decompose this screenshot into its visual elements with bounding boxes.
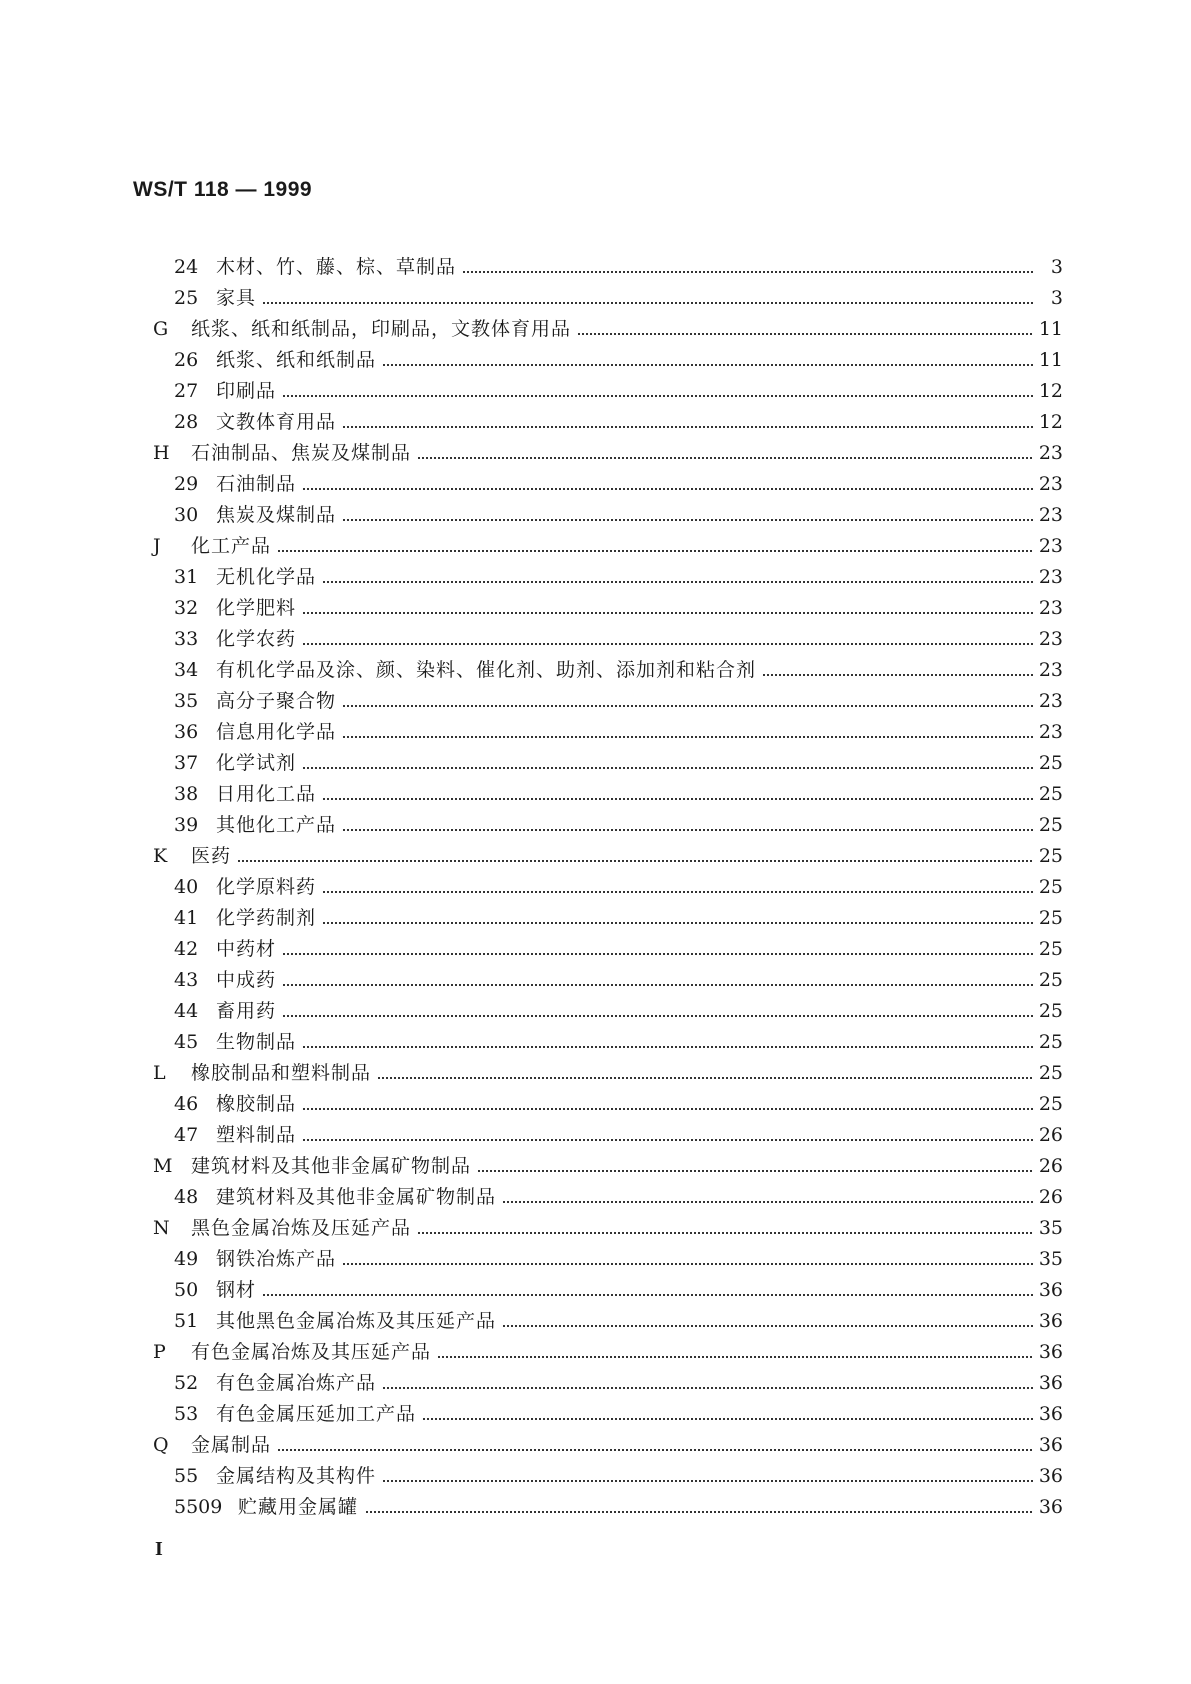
toc-entry[interactable] <box>0 469 1191 500</box>
toc-entry-title: 畜用药 <box>216 996 282 1027</box>
toc-entry[interactable] <box>0 1244 1191 1275</box>
toc-entry-page: 12 <box>1033 376 1063 407</box>
toc-entry-title: 钢铁冶炼产品 <box>216 1244 342 1275</box>
toc-entry-title: 橡胶制品和塑料制品 <box>191 1058 377 1089</box>
toc-entry-page: 36 <box>1033 1399 1063 1430</box>
toc-entry[interactable] <box>0 717 1191 748</box>
toc-entry-page: 25 <box>1033 965 1063 996</box>
dot-leader <box>216 767 1056 769</box>
toc-entry-page: 23 <box>1033 624 1063 655</box>
toc-entry-page: 36 <box>1033 1492 1063 1523</box>
dot-leader <box>216 612 1056 614</box>
page-number: I <box>155 1538 163 1560</box>
toc-entry-title: 金属制品 <box>191 1430 277 1461</box>
toc-entry-code: 52 <box>174 1372 199 1394</box>
dot-leader <box>216 1139 1056 1141</box>
toc-section-entry[interactable] <box>0 531 1191 562</box>
toc-entry-title: 塑料制品 <box>216 1120 302 1151</box>
toc-entry-page: 23 <box>1033 469 1063 500</box>
toc-entry-title: 高分子聚合物 <box>216 686 342 717</box>
dot-leader <box>216 891 1056 893</box>
toc-entry-title: 钢材 <box>216 1275 262 1306</box>
toc-entry-code: 43 <box>174 969 199 991</box>
toc-entry-code: 29 <box>174 473 199 495</box>
toc-entry-page: 25 <box>1033 810 1063 841</box>
toc-entry-title: 生物制品 <box>216 1027 302 1058</box>
dot-leader <box>216 643 1056 645</box>
toc-entry[interactable] <box>0 1027 1191 1058</box>
dot-leader <box>216 395 1056 397</box>
toc-entry-code: 45 <box>174 1031 199 1053</box>
toc-entry[interactable] <box>0 1306 1191 1337</box>
toc-entry-code: 50 <box>174 1279 199 1301</box>
toc-entry-code: 32 <box>174 597 199 619</box>
toc-entry-page: 36 <box>1033 1368 1063 1399</box>
toc-entry-page: 25 <box>1033 1089 1063 1120</box>
toc-entry-title: 有色金属压延加工产品 <box>216 1399 422 1430</box>
toc-entry-code: 27 <box>174 380 199 402</box>
toc-entry-title: 化学肥料 <box>216 593 302 624</box>
toc-entry[interactable] <box>0 1368 1191 1399</box>
toc-entry-code: 49 <box>174 1248 199 1270</box>
toc-section-entry[interactable] <box>0 438 1191 469</box>
toc-entry-page: 23 <box>1033 562 1063 593</box>
toc-entry-title: 橡胶制品 <box>216 1089 302 1120</box>
toc-entry-title: 中成药 <box>216 965 282 996</box>
toc-entry[interactable] <box>0 624 1191 655</box>
toc-entry-page: 11 <box>1033 314 1063 345</box>
toc-entry-title: 化学农药 <box>216 624 302 655</box>
toc-entry-title: 无机化学品 <box>216 562 322 593</box>
toc-section-entry[interactable] <box>0 1058 1191 1089</box>
toc-entry-title: 贮藏用金属罐 <box>238 1492 364 1523</box>
toc-entry-title: 医药 <box>191 841 237 872</box>
toc-entry-code: 44 <box>174 1000 199 1022</box>
toc-section-entry[interactable] <box>0 1151 1191 1182</box>
toc-entry-page: 35 <box>1033 1213 1063 1244</box>
toc-section-entry[interactable] <box>0 314 1191 345</box>
toc-entry-title: 日用化工品 <box>216 779 322 810</box>
toc-entry-title: 焦炭及煤制品 <box>216 500 342 531</box>
toc-entry-page: 23 <box>1033 686 1063 717</box>
toc-entry-code: Q <box>153 1434 169 1456</box>
toc-entry-title: 石油制品 <box>216 469 302 500</box>
toc-entry[interactable] <box>0 1275 1191 1306</box>
toc-entry-code: 40 <box>174 876 199 898</box>
toc-entry-page: 3 <box>1033 252 1063 283</box>
toc-entry-code: M <box>153 1155 173 1177</box>
toc-entry-title: 金属结构及其构件 <box>216 1461 382 1492</box>
toc-entry-code: 26 <box>174 349 199 371</box>
toc-entry-code: 39 <box>174 814 199 836</box>
toc-entry-code: P <box>153 1341 166 1363</box>
toc-entry[interactable] <box>0 345 1191 376</box>
toc-entry-title: 化学原料药 <box>216 872 322 903</box>
toc-entry-title: 有色金属冶炼及其压延产品 <box>191 1337 437 1368</box>
toc-entry-title: 有机化学品及涂、颜、染料、催化剂、助剂、添加剂和粘合剂 <box>216 655 762 686</box>
toc-entry-page: 36 <box>1033 1430 1063 1461</box>
toc-entry-page: 25 <box>1033 996 1063 1027</box>
toc-entry[interactable] <box>0 996 1191 1027</box>
toc-entry-code: 24 <box>174 256 199 278</box>
dot-leader <box>216 953 1056 955</box>
toc-entry-code: 47 <box>174 1124 199 1146</box>
toc-entry-title: 建筑材料及其他非金属矿物制品 <box>191 1151 477 1182</box>
dot-leader <box>191 1449 1056 1451</box>
toc-entry[interactable] <box>0 1399 1191 1430</box>
toc-entry[interactable] <box>0 283 1191 314</box>
toc-entry-title: 石油制品、焦炭及煤制品 <box>191 438 417 469</box>
toc-entry[interactable] <box>0 655 1191 686</box>
toc-entry[interactable] <box>0 593 1191 624</box>
toc-entry-page: 25 <box>1033 1027 1063 1058</box>
toc-entry-code: G <box>153 318 169 340</box>
toc-entry-page: 23 <box>1033 593 1063 624</box>
toc-entry-title: 其他黑色金属冶炼及其压延产品 <box>216 1306 502 1337</box>
toc-entry-page: 12 <box>1033 407 1063 438</box>
toc-entry-title: 印刷品 <box>216 376 282 407</box>
toc-entry-code: 34 <box>174 659 199 681</box>
dot-leader <box>216 798 1056 800</box>
toc-entry-code: 48 <box>174 1186 199 1208</box>
toc-entry-page: 35 <box>1033 1244 1063 1275</box>
toc-entry-code: 42 <box>174 938 199 960</box>
toc-entry-title: 木材、竹、藤、棕、草制品 <box>216 252 462 283</box>
toc-entry-code: N <box>153 1217 170 1239</box>
toc-entry[interactable] <box>0 903 1191 934</box>
toc-entry-title: 纸浆、纸和纸制品，印刷品，文教体育用品 <box>191 314 577 345</box>
toc-entry[interactable] <box>0 1120 1191 1151</box>
dot-leader <box>216 302 1056 304</box>
toc-entry-title: 化工产品 <box>191 531 277 562</box>
toc-entry-code: 46 <box>174 1093 199 1115</box>
dot-leader <box>216 1015 1056 1017</box>
toc-entry-title: 其他化工产品 <box>216 810 342 841</box>
toc-entry-code: 28 <box>174 411 199 433</box>
toc-entry[interactable] <box>0 872 1191 903</box>
toc-entry-code: K <box>153 845 168 867</box>
toc-entry-page: 25 <box>1033 779 1063 810</box>
toc-entry-code: 53 <box>174 1403 199 1425</box>
toc-entry-code: 36 <box>174 721 199 743</box>
standard-code-header: WS/T 118 — 1999 <box>133 178 313 201</box>
toc-entry[interactable] <box>0 252 1191 283</box>
toc-entry[interactable] <box>0 562 1191 593</box>
toc-entry-code: 30 <box>174 504 199 526</box>
toc-entry-code: H <box>153 442 170 464</box>
toc-entry-code: L <box>153 1062 166 1084</box>
toc-entry-title: 有色金属冶炼产品 <box>216 1368 382 1399</box>
toc-entry[interactable] <box>0 1182 1191 1213</box>
toc-entry-code: 31 <box>174 566 199 588</box>
dot-leader <box>216 984 1056 986</box>
toc-entry-page: 25 <box>1033 903 1063 934</box>
toc-entry-title: 化学试剂 <box>216 748 302 779</box>
toc-entry-page: 26 <box>1033 1120 1063 1151</box>
toc-entry[interactable] <box>0 1089 1191 1120</box>
toc-entry-page: 3 <box>1033 283 1063 314</box>
toc-section-entry[interactable] <box>0 841 1191 872</box>
toc-entry-page: 11 <box>1033 345 1063 376</box>
toc-entry-code: 55 <box>174 1465 199 1487</box>
dot-leader <box>216 581 1056 583</box>
toc-entry-code: J <box>153 535 161 557</box>
toc-entry-page: 25 <box>1033 1058 1063 1089</box>
toc-entry-title: 黑色金属冶炼及压延产品 <box>191 1213 417 1244</box>
toc-entry-page: 23 <box>1033 438 1063 469</box>
toc-entry[interactable] <box>0 1492 1191 1523</box>
toc-entry-page: 25 <box>1033 934 1063 965</box>
toc-section-entry[interactable] <box>0 1337 1191 1368</box>
dot-leader <box>216 1108 1056 1110</box>
toc-entry-code: 35 <box>174 690 199 712</box>
toc-entry[interactable] <box>0 810 1191 841</box>
toc-entry-page: 26 <box>1033 1151 1063 1182</box>
dot-leader <box>191 550 1056 552</box>
dot-leader <box>216 1294 1056 1296</box>
toc-entry-title: 文教体育用品 <box>216 407 342 438</box>
toc-entry-code: 33 <box>174 628 199 650</box>
toc-entry[interactable] <box>0 934 1191 965</box>
dot-leader <box>216 488 1056 490</box>
toc-entry-page: 25 <box>1033 841 1063 872</box>
dot-leader <box>216 922 1056 924</box>
toc-entry[interactable] <box>0 1461 1191 1492</box>
dot-leader <box>191 860 1056 862</box>
toc-entry-page: 36 <box>1033 1461 1063 1492</box>
toc-entry-code: 5509 <box>174 1496 223 1518</box>
toc-entry-page: 36 <box>1033 1306 1063 1337</box>
toc-entry-page: 26 <box>1033 1182 1063 1213</box>
toc-entry-title: 建筑材料及其他非金属矿物制品 <box>216 1182 502 1213</box>
toc-entry-code: 38 <box>174 783 199 805</box>
toc-entry-title: 中药材 <box>216 934 282 965</box>
toc-entry-code: 51 <box>174 1310 199 1332</box>
toc-entry[interactable] <box>0 686 1191 717</box>
toc-entry-title: 家具 <box>216 283 262 314</box>
toc-entry-page: 23 <box>1033 500 1063 531</box>
toc-entry-page: 23 <box>1033 531 1063 562</box>
toc-entry-page: 25 <box>1033 872 1063 903</box>
dot-leader <box>216 1046 1056 1048</box>
toc-entry-page: 36 <box>1033 1337 1063 1368</box>
toc-entry[interactable] <box>0 407 1191 438</box>
toc-entry-title: 信息用化学品 <box>216 717 342 748</box>
toc-entry-code: 25 <box>174 287 199 309</box>
toc-section-entry[interactable] <box>0 1430 1191 1461</box>
toc-section-entry[interactable] <box>0 1213 1191 1244</box>
toc-entry[interactable] <box>0 779 1191 810</box>
toc-entry[interactable] <box>0 376 1191 407</box>
toc-entry-code: 41 <box>174 907 199 929</box>
toc-entry-page: 23 <box>1033 717 1063 748</box>
toc-entry-page: 23 <box>1033 655 1063 686</box>
toc-entry-page: 36 <box>1033 1275 1063 1306</box>
toc-entry-title: 化学药制剂 <box>216 903 322 934</box>
toc-entry-page: 25 <box>1033 748 1063 779</box>
toc-entry[interactable] <box>0 748 1191 779</box>
toc-entry-title: 纸浆、纸和纸制品 <box>216 345 382 376</box>
toc-entry-code: 37 <box>174 752 199 774</box>
toc-entry[interactable] <box>0 965 1191 996</box>
toc-entry[interactable] <box>0 500 1191 531</box>
